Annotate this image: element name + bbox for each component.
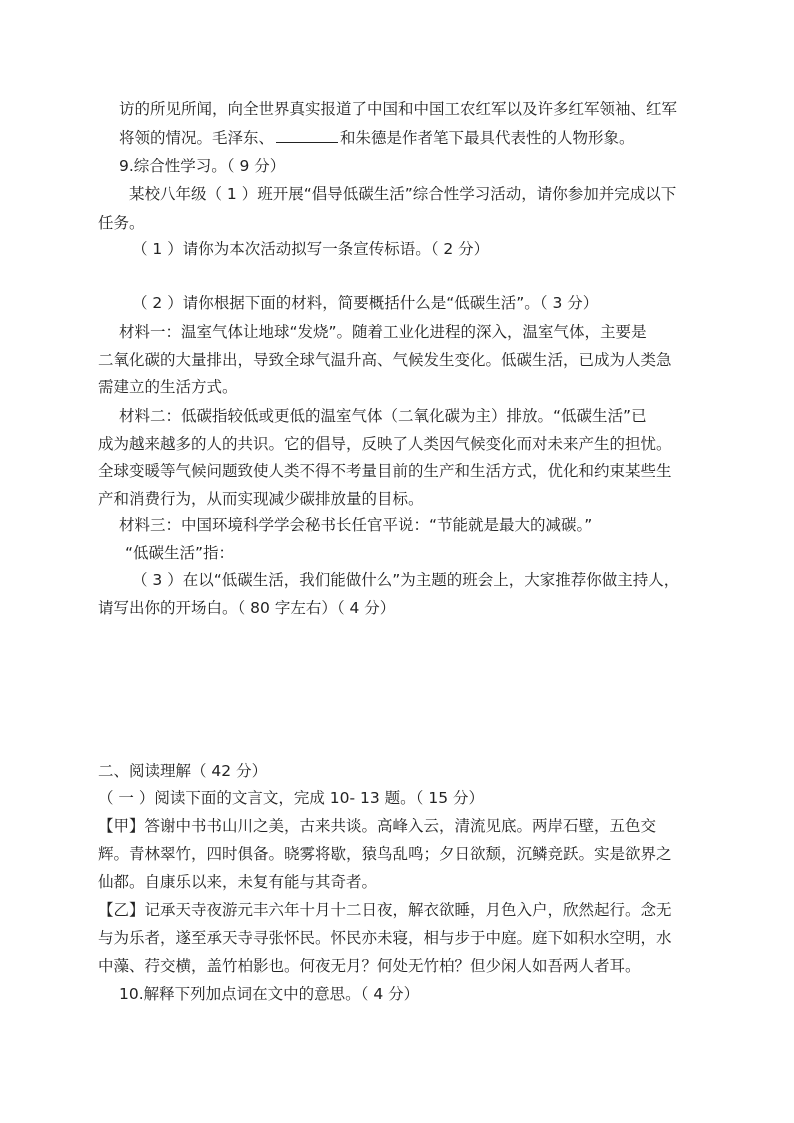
material-text: 全球变暖等气候问题致使人类不得不考量目前的生产和生活方式，优化和约束某些生 xyxy=(98,462,672,480)
material-text: 需建立的生活方式。 xyxy=(98,378,238,396)
section-subheading: （ 一 ）阅读下面的文言文，完成 10- 13 题。（ 15 分） xyxy=(98,789,485,807)
passage-text: 【乙】记承天寺夜游元丰六年十月十二日夜，解衣欲睡，月色入户，欣然起行。念无 xyxy=(98,901,672,919)
sub-question: 请写出你的开场白。（ 80 字左右）（ 4 分） xyxy=(98,599,396,617)
text-fragment: 和朱德是作者笔下最具代表性的人物形象。 xyxy=(340,129,635,147)
material-text: 材料一：温室气体让地球“发烧”。随着工业化进程的深入，温室气体，主要是 xyxy=(119,323,647,341)
question-heading: 10.解释下列加点词在文中的意思。（ 4 分） xyxy=(119,985,420,1003)
text-line: 访的所见所闻，向全世界真实报道了中国和中国工农红军以及许多红军领袖、红军 xyxy=(119,100,678,118)
material-text: 二氧化碳的大量排出，导致全球气温升高、气候发生变化。低碳生活，已成为人类急 xyxy=(98,351,672,369)
sub-question: （ 2 ）请你根据下面的材料，简要概括什么是“低碳生活”。（ 3 分） xyxy=(132,294,599,312)
fill-in-blank xyxy=(276,127,338,143)
material-text: 材料二：低碳指较低或更低的温室气体（二氧化碳为主）排放。“低碳生活”已 xyxy=(119,407,647,425)
answer-prompt: “低碳生活”指： xyxy=(125,544,235,562)
sub-question: （ 3 ）在以“低碳生活，我们能做什么”为主题的班会上，大家推荐你做主持人， xyxy=(132,571,680,589)
passage-text: 中藻、荇交横，盖竹柏影也。何夜无月？何处无竹柏？但少闲人如吾两人者耳。 xyxy=(98,957,641,975)
material-text: 成为越来越多的人的共识。它的倡导，反映了人类因气候变化而对未来产生的担忧。 xyxy=(98,435,672,453)
text-line: 任务。 xyxy=(98,214,145,232)
passage-text: 辉。青林翠竹，四时俱备。晓雾将歇，猿鸟乱鸣；夕日欲颓，沉鳞竞跃。实是欲界之 xyxy=(98,845,672,863)
passage-text: 与为乐者，遂至承天寺寻张怀民。怀民亦未寝，相与步于中庭。庭下如积水空明，水 xyxy=(98,929,672,947)
question-heading: 9.综合性学习。（ 9 分） xyxy=(119,157,286,175)
material-text: 产和消费行为，从而实现减少碳排放量的目标。 xyxy=(98,490,424,508)
sub-question: （ 1 ）请你为本次活动拟写一条宣传标语。（ 2 分） xyxy=(132,240,490,258)
section-heading: 二、阅读理解（ 42 分） xyxy=(98,762,268,780)
passage-text: 【甲】答谢中书书山川之美，古来共谈。高峰入云，清流见底。两岸石壁，五色交 xyxy=(98,817,657,835)
text-line: 某校八年级（ 1 ）班开展“倡导低碳生活”综合性学习活动，请你参加并完成以下 xyxy=(129,185,677,203)
text-line xyxy=(119,127,635,149)
passage-text: 仙都。自康乐以来，未复有能与其奇者。 xyxy=(98,873,378,891)
material-text: 材料三：中国环境科学学会秘书长任官平说：“节能就是最大的减碳。” xyxy=(119,516,593,534)
text-fragment: 将领的情况。毛泽东、 xyxy=(119,129,275,147)
